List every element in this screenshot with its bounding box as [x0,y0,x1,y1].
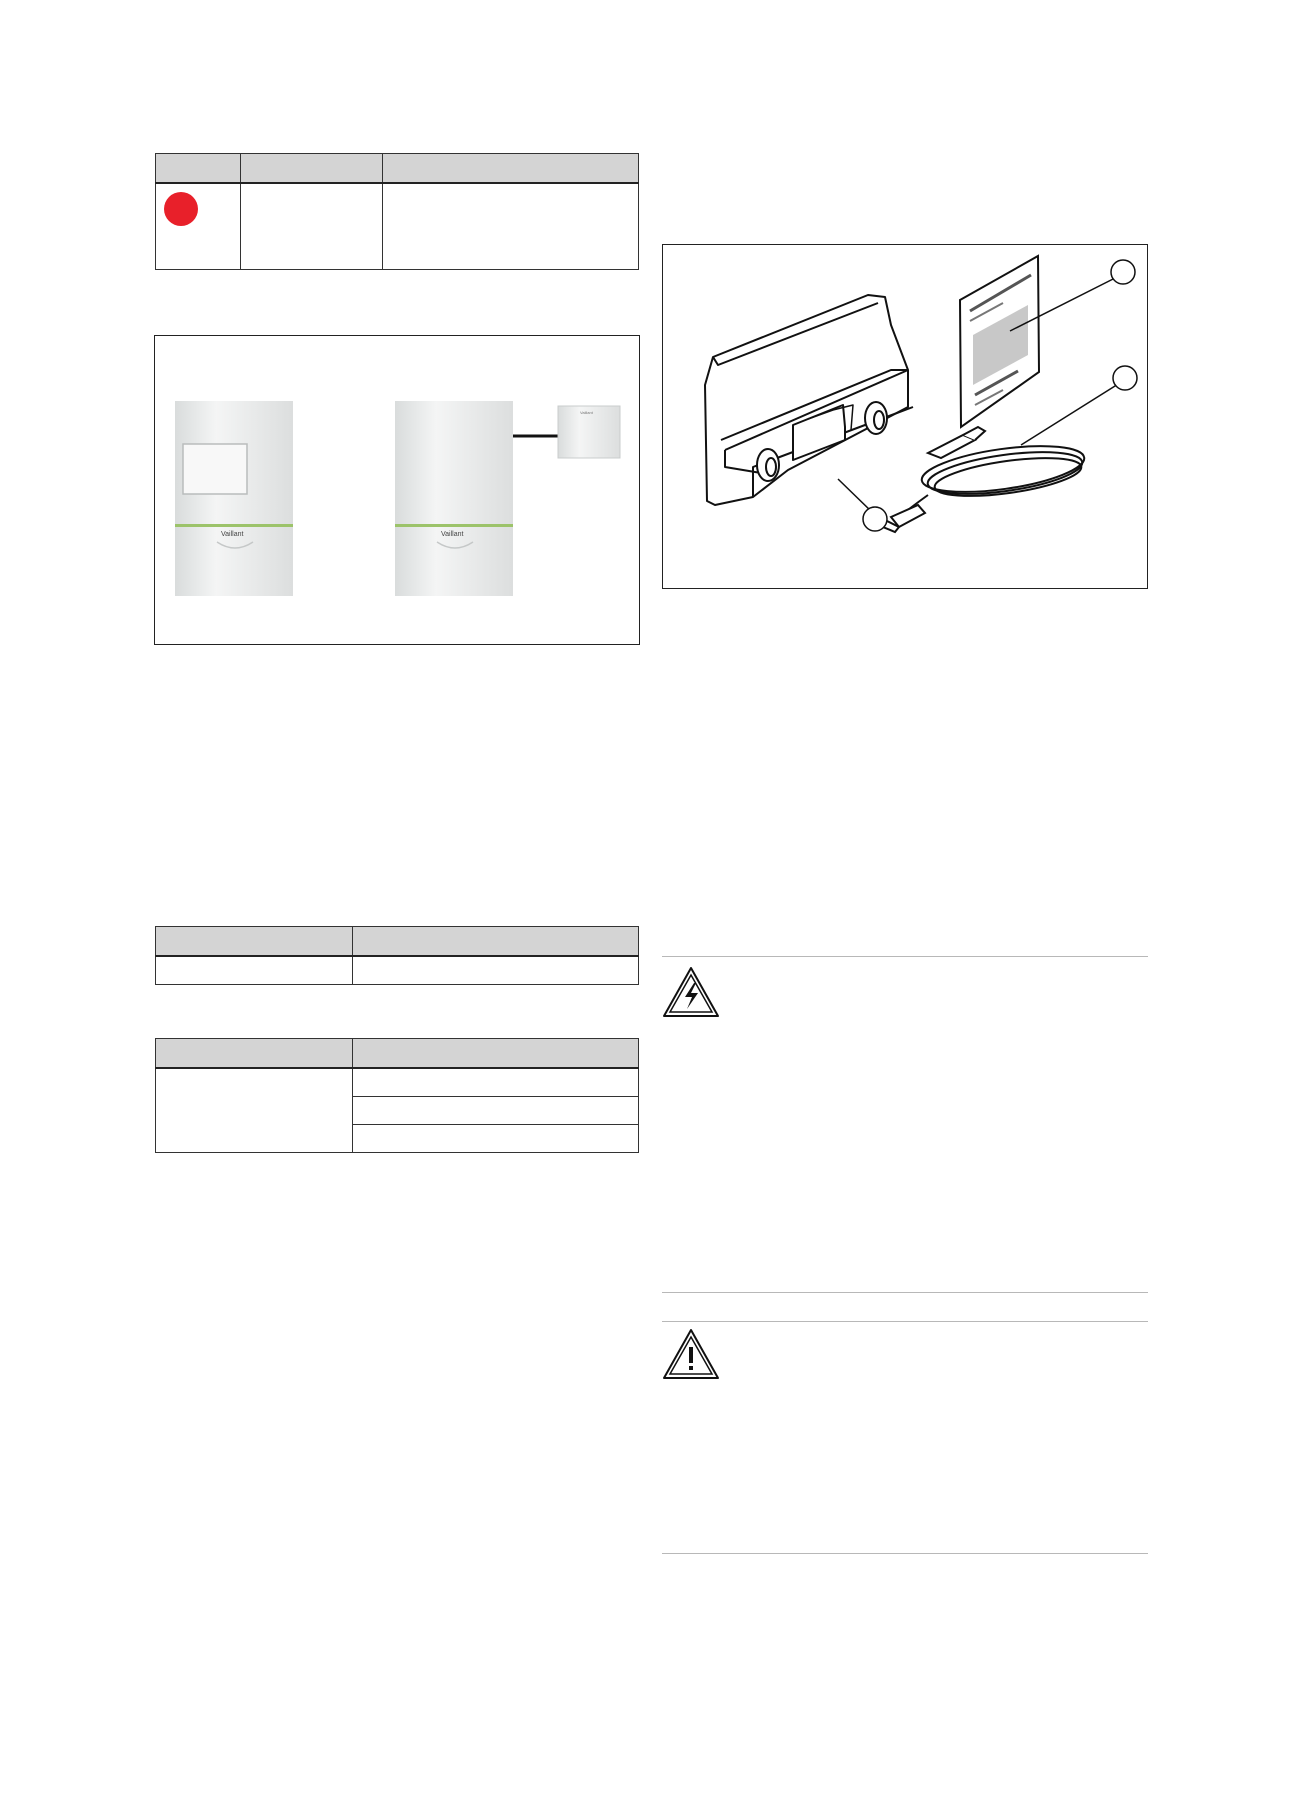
svg-text:Vaillant: Vaillant [221,531,244,538]
table-cell [156,956,353,984]
table-header-row [156,927,639,957]
symbol-cell [156,183,241,269]
table-a [155,926,639,985]
table-cell [353,1096,639,1124]
boiler-figure [154,335,640,645]
table-header-cell [353,1039,639,1069]
boiler-with-control-panel [175,401,293,596]
table-row [156,1068,639,1096]
table-cell [353,956,639,984]
table-header-cell [383,154,639,184]
symbol-table [155,153,639,270]
red-dot-icon [164,192,198,226]
table-row [156,183,639,269]
table-row [156,956,639,984]
general-warning-icon [662,1328,720,1380]
cable [883,427,1087,532]
svg-text:Vaillant: Vaillant [441,531,464,538]
manual-sheet [960,256,1039,427]
table-header-cell [241,154,383,184]
warning-divider-top [662,1321,1148,1322]
table-cell [156,1068,353,1152]
warning-divider-bottom [662,1292,1148,1293]
table-header-cell [156,927,353,957]
scope-of-delivery-figure [662,244,1148,589]
callout-2 [1113,366,1137,390]
callout-1 [1111,260,1135,284]
wall-bracket [705,295,913,505]
boiler-with-remote-control [395,401,620,596]
table-cell [383,183,639,269]
scope-illustration [663,245,1149,590]
table-b [155,1038,639,1153]
warning-divider-bottom [662,1553,1148,1554]
callout-3 [863,507,887,531]
svg-text:Vaillant: Vaillant [580,410,593,415]
table-cell [353,1068,639,1096]
table-header-row [156,154,639,184]
warning-divider-top [662,956,1148,957]
boiler-illustration [155,336,641,646]
table-cell [241,183,383,269]
table-header-cell [156,154,241,184]
table-header-cell [156,1039,353,1069]
electric-shock-warning-icon [662,966,720,1018]
table-header-row [156,1039,639,1069]
table-cell [353,1124,639,1152]
table-header-cell [353,927,639,957]
